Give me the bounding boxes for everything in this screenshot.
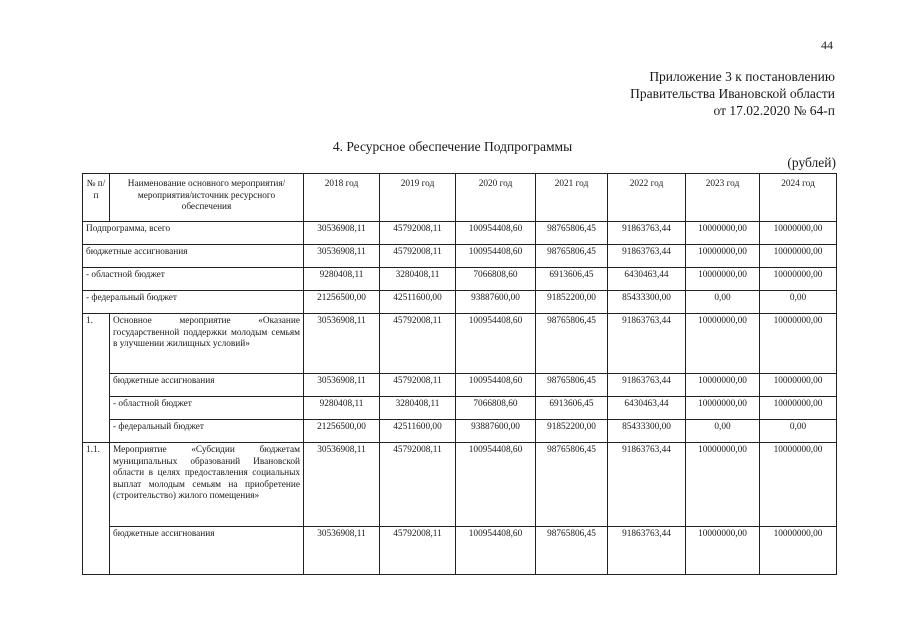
row-index: 1.: [83, 314, 110, 443]
cell-value: 10000000,00: [760, 314, 837, 374]
cell-value: 0,00: [686, 420, 760, 443]
cell-value: 6430463,44: [608, 397, 686, 420]
cell-value: 30536908,11: [304, 314, 380, 374]
cell-value: 98765806,45: [536, 527, 608, 575]
cell-value: 91863763,44: [608, 314, 686, 374]
cell-value: 91863763,44: [608, 527, 686, 575]
cell-value: 9280408,11: [304, 268, 380, 291]
cell-value: 91863763,44: [608, 443, 686, 527]
row-label: Подпрограмма, всего: [83, 222, 304, 245]
table-row: [83, 268, 837, 291]
header-year: 2019 год: [380, 174, 456, 222]
cell-value: 10000000,00: [686, 527, 760, 575]
table-row: [83, 291, 837, 314]
table-row: [83, 222, 837, 245]
header-name: Наименование основного мероприятия/мероприятия/источник ресурсного обеспечения: [110, 174, 304, 222]
cell-value: 10000000,00: [760, 268, 837, 291]
row-label: - федеральный бюджет: [83, 291, 304, 314]
table-row: [83, 443, 837, 527]
row-label: бюджетные ассигнования: [110, 527, 304, 575]
cell-value: 30536908,11: [304, 527, 380, 575]
row-label: бюджетные ассигнования: [83, 245, 304, 268]
row-label: - областной бюджет: [110, 397, 304, 420]
cell-value: 91863763,44: [608, 222, 686, 245]
cell-value: 45792008,11: [380, 374, 456, 397]
appendix-line: Правительства Ивановской области: [630, 86, 835, 101]
row-label: - федеральный бюджет: [110, 420, 304, 443]
cell-value: 7066808,60: [456, 397, 536, 420]
header-year: 2020 год: [456, 174, 536, 222]
cell-value: 93887600,00: [456, 291, 536, 314]
cell-value: 10000000,00: [760, 374, 837, 397]
appendix-line: от 17.02.2020 № 64-п: [713, 103, 835, 118]
cell-value: 98765806,45: [536, 443, 608, 527]
cell-value: 98765806,45: [536, 374, 608, 397]
table-row: [83, 420, 837, 443]
header-no: № п/п: [83, 174, 110, 222]
appendix-header: [630, 68, 835, 119]
table-row: [83, 397, 837, 420]
cell-value: 100954408,60: [456, 527, 536, 575]
cell-value: 0,00: [686, 291, 760, 314]
cell-value: 10000000,00: [686, 245, 760, 268]
cell-value: 10000000,00: [760, 245, 837, 268]
cell-value: 42511600,00: [380, 420, 456, 443]
cell-value: 42511600,00: [380, 291, 456, 314]
cell-value: 93887600,00: [456, 420, 536, 443]
cell-value: 98765806,45: [536, 245, 608, 268]
cell-value: 21256500,00: [304, 291, 380, 314]
cell-value: 30536908,11: [304, 443, 380, 527]
header-year: 2023 год: [686, 174, 760, 222]
row-index: 1.1.: [83, 443, 110, 575]
cell-value: 45792008,11: [380, 443, 456, 527]
cell-value: 10000000,00: [686, 443, 760, 527]
header-year: 2021 год: [536, 174, 608, 222]
cell-value: 100954408,60: [456, 314, 536, 374]
cell-value: 91863763,44: [608, 245, 686, 268]
cell-value: 30536908,11: [304, 245, 380, 268]
appendix-line: Приложение 3 к постановлению: [649, 69, 835, 84]
cell-value: 7066808,60: [456, 268, 536, 291]
section-title: 4. Ресурсное обеспечение Подпрограммы: [332, 139, 573, 154]
cell-value: 10000000,00: [686, 314, 760, 374]
cell-value: 45792008,11: [380, 527, 456, 575]
units-label: (рублей): [787, 155, 836, 170]
cell-value: 3280408,11: [380, 268, 456, 291]
table-row: [83, 374, 837, 397]
cell-value: 91852200,00: [536, 291, 608, 314]
table-row: [83, 314, 837, 374]
cell-value: 91852200,00: [536, 420, 608, 443]
cell-value: 9280408,11: [304, 397, 380, 420]
cell-value: 85433300,00: [608, 291, 686, 314]
header-row: [83, 174, 837, 222]
cell-value: 6430463,44: [608, 268, 686, 291]
cell-value: 91863763,44: [608, 374, 686, 397]
table-row: [83, 527, 837, 575]
page-number: 44: [821, 38, 833, 52]
cell-value: 100954408,60: [456, 245, 536, 268]
table-row: [83, 245, 837, 268]
header-year: 2024 год: [760, 174, 837, 222]
cell-value: 45792008,11: [380, 222, 456, 245]
cell-value: 98765806,45: [536, 222, 608, 245]
cell-value: 100954408,60: [456, 443, 536, 527]
cell-value: 85433300,00: [608, 420, 686, 443]
cell-value: 10000000,00: [760, 397, 837, 420]
header-year: 2018 год: [304, 174, 380, 222]
cell-value: 10000000,00: [686, 268, 760, 291]
cell-value: 6913606,45: [536, 268, 608, 291]
cell-value: 30536908,11: [304, 222, 380, 245]
cell-value: 100954408,60: [456, 222, 536, 245]
cell-value: 10000000,00: [760, 527, 837, 575]
cell-value: 45792008,11: [380, 314, 456, 374]
cell-value: 10000000,00: [760, 443, 837, 527]
cell-value: 0,00: [760, 291, 837, 314]
cell-value: 45792008,11: [380, 245, 456, 268]
cell-value: 10000000,00: [686, 374, 760, 397]
cell-value: 98765806,45: [536, 314, 608, 374]
cell-value: 10000000,00: [760, 222, 837, 245]
cell-value: 10000000,00: [686, 222, 760, 245]
header-year: 2022 год: [608, 174, 686, 222]
cell-value: 21256500,00: [304, 420, 380, 443]
cell-value: 10000000,00: [686, 397, 760, 420]
cell-value: 100954408,60: [456, 374, 536, 397]
activity-name: Основное мероприятие «Оказание государственной поддержки молодым семьям в улучшении жилищных условий»: [110, 314, 304, 374]
cell-value: 3280408,11: [380, 397, 456, 420]
activity-name: Мероприятие «Субсидии бюджетам муниципальных образований Ивановской области в целях предоставления социальных выплат молодым семьям на приобретение (строительство) жилого помещения»: [110, 443, 304, 527]
cell-value: 6913606,45: [536, 397, 608, 420]
row-label: бюджетные ассигнования: [110, 374, 304, 397]
resource-table: [82, 173, 837, 575]
cell-value: 0,00: [760, 420, 837, 443]
row-label: - областной бюджет: [83, 268, 304, 291]
cell-value: 30536908,11: [304, 374, 380, 397]
